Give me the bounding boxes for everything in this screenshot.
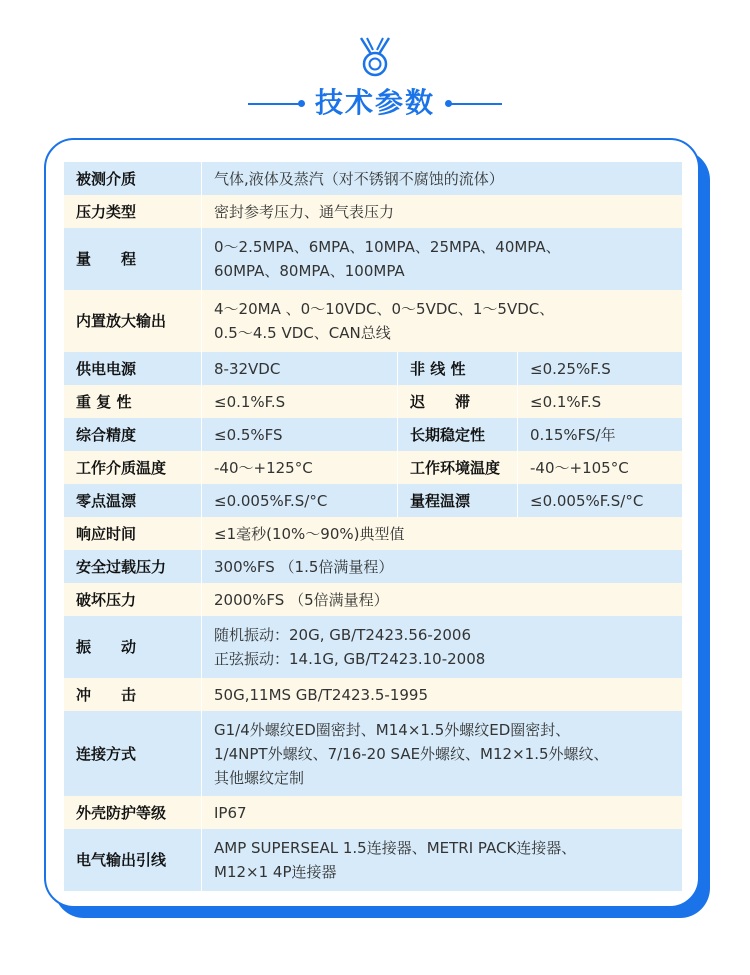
- row-label-2: 非 线 性: [398, 352, 518, 385]
- row-label-2: 长期稳定性: [398, 418, 518, 451]
- table-row: [64, 678, 682, 711]
- page-title: 技术参数: [314, 86, 435, 119]
- row-value-2: ≤0.25%F.S: [518, 352, 682, 385]
- row-label: 综合精度: [64, 418, 202, 451]
- row-value: 2000%FS （5倍满量程）: [202, 583, 682, 616]
- table-row: [64, 711, 682, 796]
- row-label: 重 复 性: [64, 385, 202, 418]
- row-label: 电气输出引线: [64, 829, 202, 891]
- table-row: [64, 418, 682, 451]
- row-value-line: 随机振动：20G, GB/T2423.56-2006: [214, 626, 471, 644]
- row-label: 外壳防护等级: [64, 796, 202, 829]
- row-value: IP67: [202, 796, 682, 829]
- row-label: 振 动: [64, 616, 202, 678]
- row-label: 冲 击: [64, 678, 202, 711]
- row-value: 50G,11MS GB/T2423.5-1995: [202, 678, 682, 711]
- row-value-line: 其他螺纹定制: [214, 768, 305, 787]
- row-label: 供电电源: [64, 352, 202, 385]
- table-row: [64, 162, 682, 195]
- row-value: ≤1毫秒(10%～90%)典型值: [202, 517, 682, 550]
- table-row: [64, 616, 682, 678]
- row-value-2: -40～+105°C: [518, 451, 682, 484]
- row-value-line: AMP SUPERSEAL 1.5连接器、METRI PACK连接器、: [214, 839, 577, 857]
- row-value-line: G1/4外螺纹ED圈密封、M14×1.5外螺纹ED圈密封、: [214, 720, 571, 739]
- row-value: ≤0.1%F.S: [202, 385, 398, 418]
- row-value: 密封参考压力、通气表压力: [202, 195, 682, 228]
- row-label: 破坏压力: [64, 583, 202, 616]
- row-label: 零点温漂: [64, 484, 202, 517]
- row-label: 量 程: [64, 228, 202, 290]
- row-value: 8-32VDC: [202, 352, 398, 385]
- row-label: 响应时间: [64, 517, 202, 550]
- row-value-line: 正弦振动：14.1G, GB/T2423.10-2008: [214, 650, 486, 668]
- row-value: ≤0.5%FS: [202, 418, 398, 451]
- row-value-line: 60MPA、80MPA、100MPA: [214, 262, 405, 280]
- table-row: [64, 484, 682, 517]
- row-value-line: 4～20MA 、0～10VDC、0～5VDC、1～5VDC、: [214, 300, 555, 318]
- medal-icon: [353, 34, 397, 78]
- row-label: 工作介质温度: [64, 451, 202, 484]
- table-row: [64, 195, 682, 228]
- row-value: -40～+125°C: [202, 451, 398, 484]
- table-row: [64, 583, 682, 616]
- row-value-2: ≤0.005%F.S/°C: [518, 484, 682, 517]
- row-value-line: M12×1 4P连接器: [214, 863, 337, 881]
- row-label-2: 工作环境温度: [398, 451, 518, 484]
- row-label: 内置放大输出: [64, 290, 202, 352]
- row-value-line: 0.5～4.5 VDC、CAN总线: [214, 324, 391, 342]
- table-row: [64, 228, 682, 290]
- table-row: [64, 796, 682, 829]
- table-row: [64, 451, 682, 484]
- row-value-line: 0～2.5MPA、6MPA、10MPA、25MPA、40MPA、: [214, 238, 561, 256]
- row-label-2: 迟 滞: [398, 385, 518, 418]
- row-value: ≤0.005%F.S/°C: [202, 484, 398, 517]
- table-row: [64, 517, 682, 550]
- row-value-2: 0.15%FS/年: [518, 418, 682, 451]
- row-value: 气体,液体及蒸汽（对不锈钢不腐蚀的流体）: [202, 162, 682, 195]
- row-label-2: 量程温漂: [398, 484, 518, 517]
- table-row: [64, 385, 682, 418]
- row-label: 压力类型: [64, 195, 202, 228]
- row-value-2: ≤0.1%F.S: [518, 385, 682, 418]
- row-label: 连接方式: [64, 711, 202, 796]
- table-row: [64, 829, 682, 891]
- table-row: [64, 550, 682, 583]
- row-label: 安全过载压力: [64, 550, 202, 583]
- table-row: [64, 290, 682, 352]
- row-value-line: 1/4NPT外螺纹、7/16-20 SAE外螺纹、M12×1.5外螺纹、: [214, 744, 609, 763]
- table-row: [64, 352, 682, 385]
- row-value: 300%FS （1.5倍满量程）: [202, 550, 682, 583]
- title-line-right: [450, 103, 502, 105]
- section-header: [0, 84, 750, 124]
- row-label: 被测介质: [64, 162, 202, 195]
